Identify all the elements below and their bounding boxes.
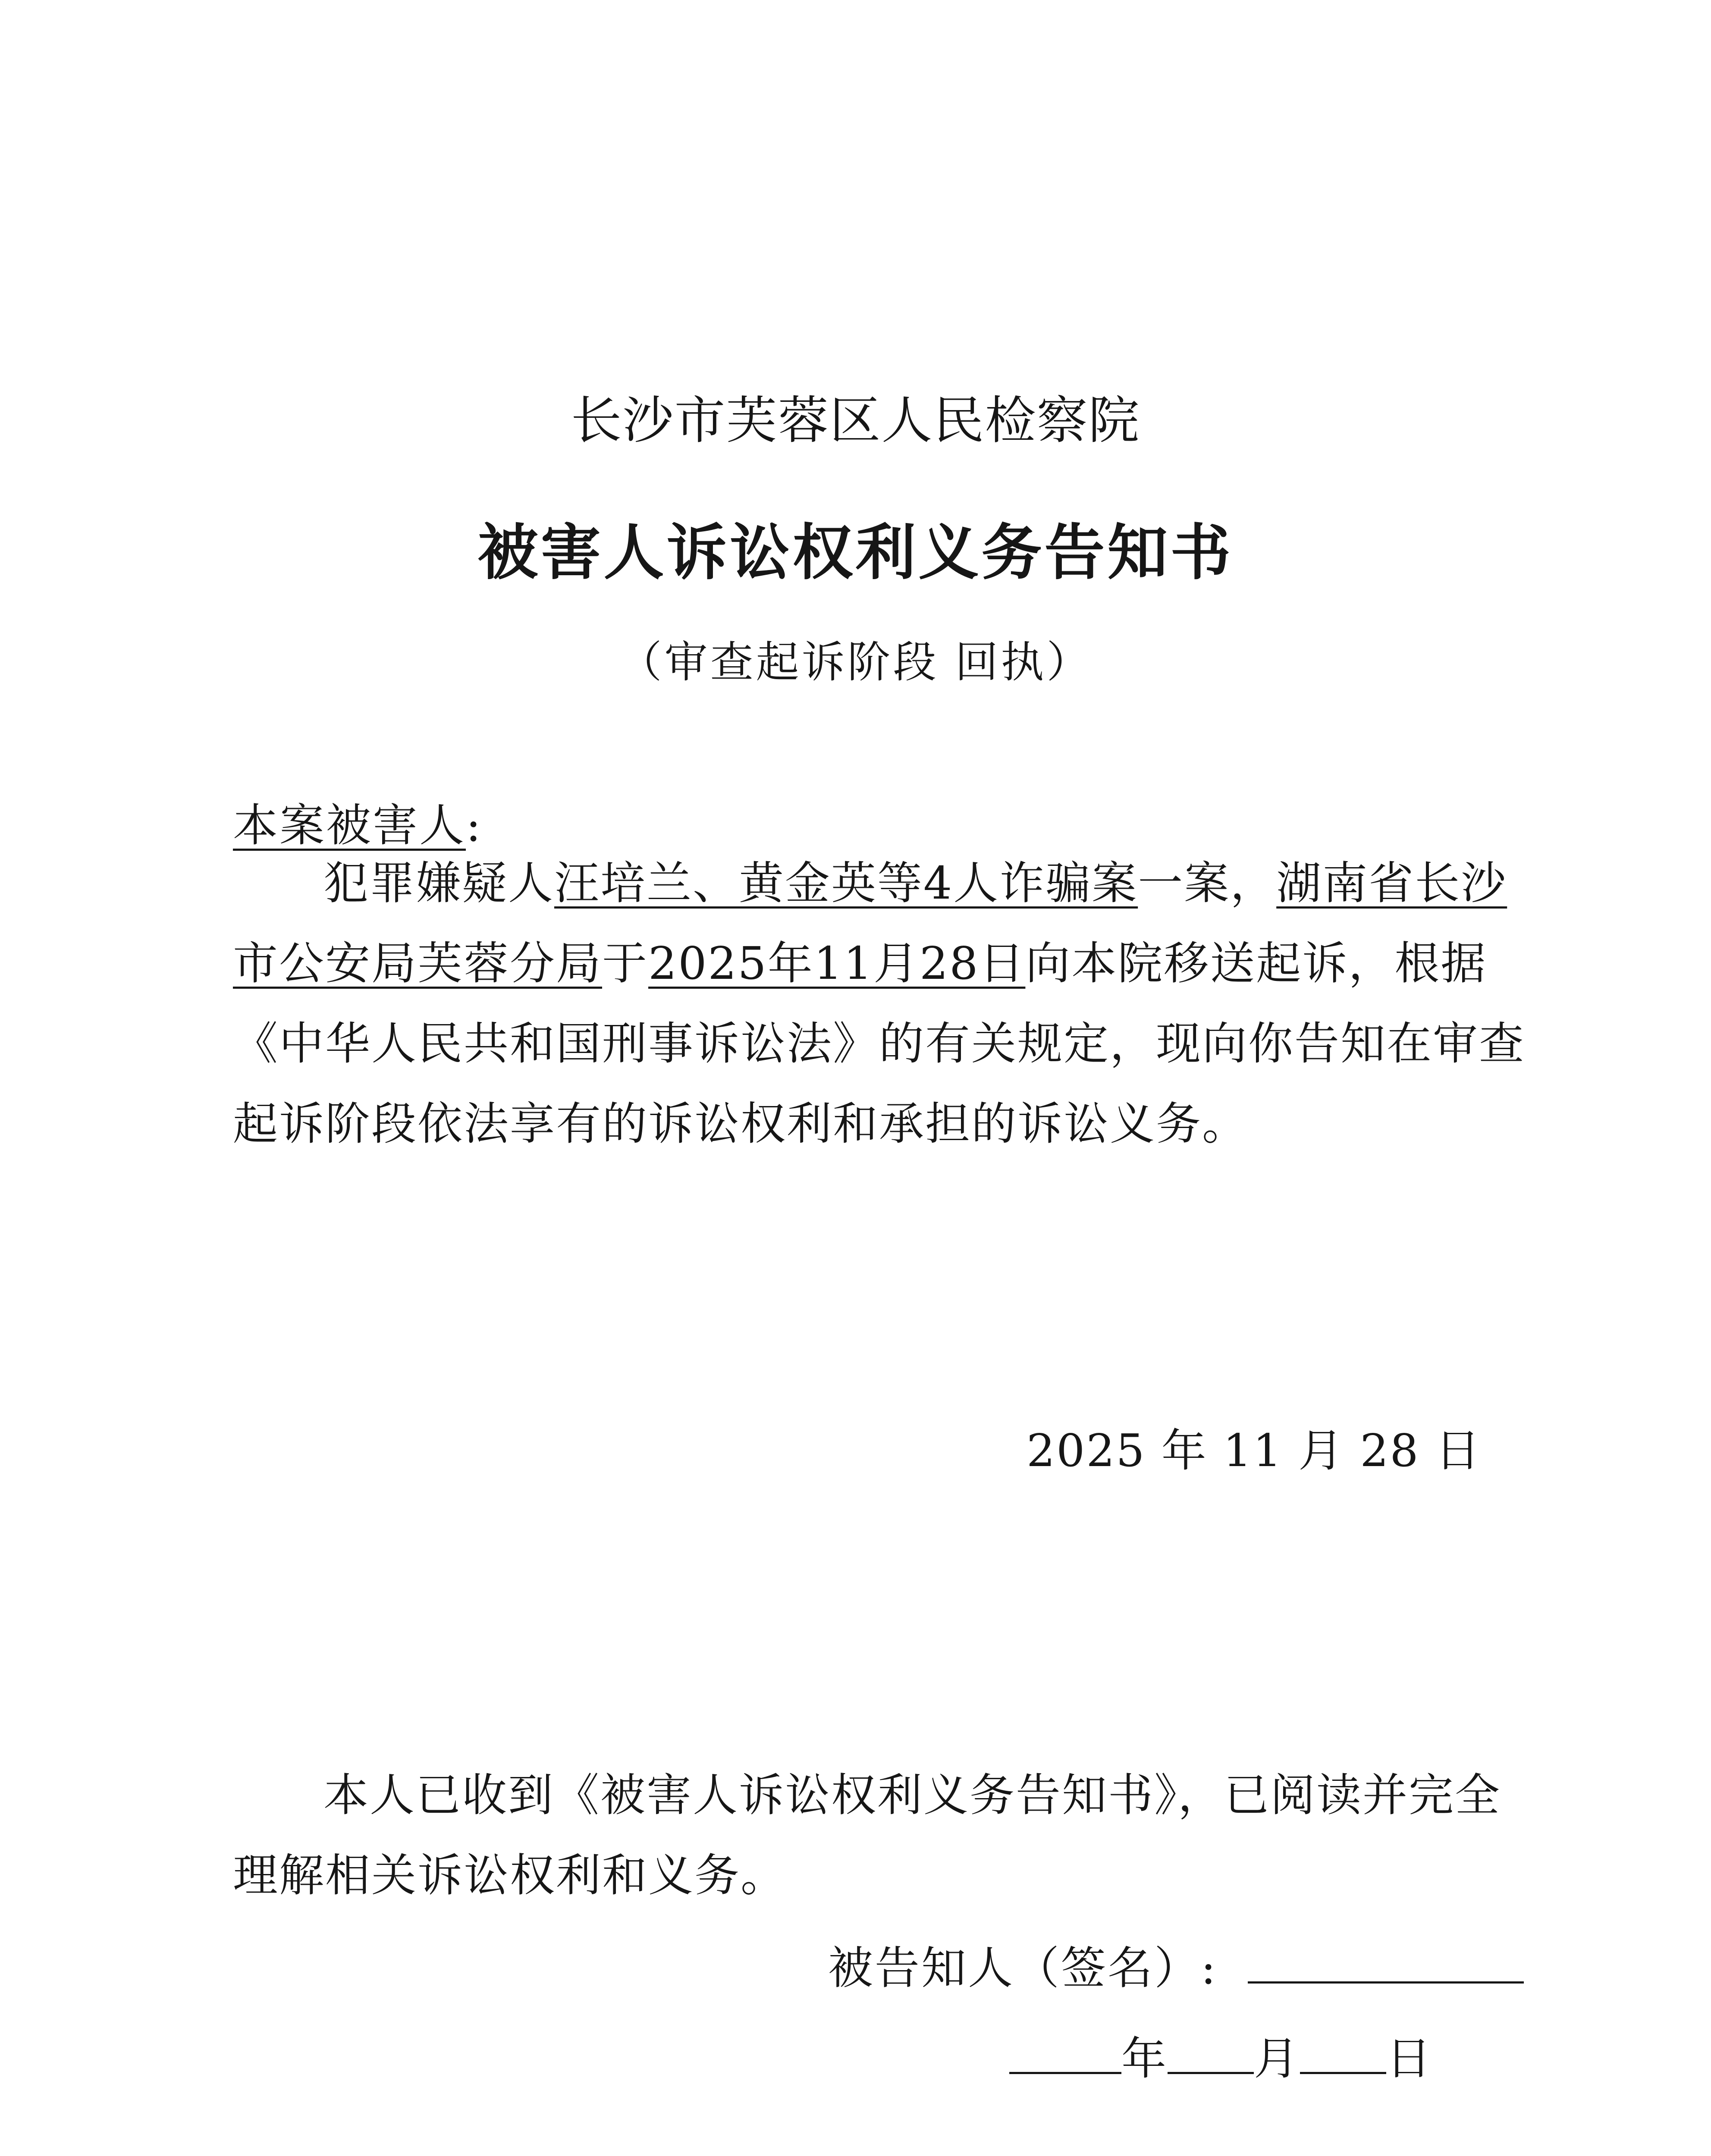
receipt-line-1: 本人已收到《被害人诉讼权利义务告知书》，已阅读并完全 bbox=[323, 1769, 1501, 1821]
receipt-line-2: 理解相关诉讼权利和义务。 bbox=[233, 1849, 787, 1902]
notice-text: 犯罪嫌疑人 bbox=[323, 857, 555, 909]
transferring-agency-cont: 市公安局芙蓉分局 bbox=[233, 937, 603, 990]
notice-text: 向本院移送起诉，根据 bbox=[1025, 937, 1487, 990]
signature-row bbox=[828, 1932, 1524, 1996]
document-title: 被害人诉讼权利义务告知书 bbox=[477, 517, 1234, 588]
notice-text: 一案， bbox=[1138, 857, 1277, 909]
notice-line-2 bbox=[233, 923, 1497, 1003]
signature-line[interactable] bbox=[1248, 1977, 1524, 1984]
day-blank[interactable] bbox=[1300, 2037, 1386, 2074]
notice-line-1 bbox=[233, 843, 1507, 923]
receipt-paragraph bbox=[233, 1755, 1501, 1915]
notice-text: 于 bbox=[602, 937, 649, 990]
day-label: 日 bbox=[1386, 2032, 1433, 2085]
document-subtitle: （审查起诉阶段 回执） bbox=[618, 637, 1093, 687]
notice-line-4: 起诉阶段依法享有的诉讼权利和承担的诉讼义务。 bbox=[233, 1097, 1249, 1150]
salutation-colon: : bbox=[466, 799, 483, 852]
notice-date: 2025 年 11 月 28 日 bbox=[1027, 1424, 1482, 1477]
month-blank[interactable] bbox=[1168, 2037, 1254, 2074]
transferring-agency: 湖南省长沙 bbox=[1276, 857, 1507, 909]
case-name: 汪培兰、黄金英等4人诈骗案 bbox=[554, 857, 1138, 909]
addressee: 本案被害人 bbox=[233, 799, 466, 852]
month-label: 月 bbox=[1254, 2032, 1300, 2085]
year-label: 年 bbox=[1121, 2032, 1168, 2085]
notice-line-3: 《中华人民共和国刑事诉讼法》的有关规定，现向你告知在审查 bbox=[233, 1017, 1526, 1070]
transfer-date: 2025年11月28日 bbox=[648, 937, 1026, 990]
institution-name: 长沙市芙蓉区人民检察院 bbox=[571, 391, 1140, 450]
year-blank[interactable] bbox=[1009, 2037, 1121, 2074]
notice-paragraph bbox=[233, 843, 1526, 1164]
signature-label: 被告知人（签名）: bbox=[828, 1942, 1218, 1994]
signature-date bbox=[1009, 2022, 1432, 2087]
